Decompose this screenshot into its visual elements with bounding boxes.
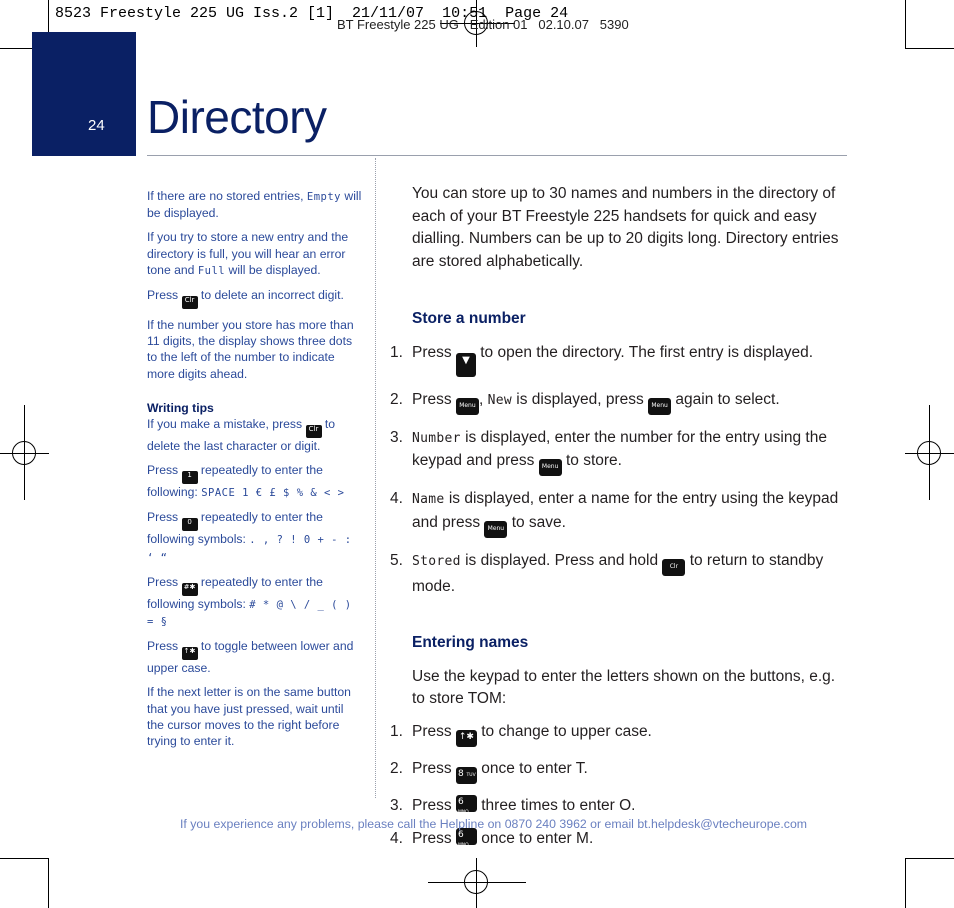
registration-circle	[917, 441, 941, 465]
tip-same-button: If the next letter is on the same button that you have just pressed, wait until the cursor moves to the right before trying to enter it.	[147, 685, 351, 749]
crop-mark	[905, 858, 906, 908]
list-item: 2. Press 8 TUV once to enter T.	[412, 758, 852, 784]
crop-mark	[0, 858, 49, 859]
page-number-tab	[32, 32, 136, 156]
star-key-icon: ↑✱	[456, 730, 477, 747]
symbol-list: . , ? ! 0 + - : ‘ “	[147, 534, 352, 564]
list-item: 1. Press ▼ to open the directory. The first entry is displayed.	[412, 342, 852, 377]
sidebar-notes	[147, 188, 363, 757]
print-slug-secondary: BT Freestyle 225 UG Edition 01 02.10.07 5390	[337, 17, 629, 32]
key-1-icon: 1	[182, 471, 198, 484]
tip-key-0: Press 0 repeatedly to enter the following symbols: . , ? ! 0 + - : ‘ “	[147, 510, 352, 564]
tip-key-star: Press ↑✱ to toggle between lower and upper case.	[147, 639, 354, 676]
list-item: 3. Number is displayed, enter the number for the entry using the keypad and press Menu to store.	[412, 427, 852, 477]
list-item: 1. Press ↑✱ to change to upper case.	[412, 721, 852, 747]
directory-key-icon: ▼	[456, 353, 476, 377]
crop-mark	[905, 858, 954, 859]
entering-names-steps	[390, 721, 852, 851]
list-item: 3. Press 6 MNO three times to enter O.	[390, 796, 636, 815]
helpline-footer: If you experience any problems, please call the Helpline on 0870 240 3962 or email bt.helpdesk@vtecheurope.com	[180, 817, 808, 831]
list-item: 4. Name is displayed, enter a name for the entry using the keypad and press Menu to save.	[412, 488, 852, 538]
entering-intro: Use the keypad to enter the letters shown on the buttons, e.g. to store TOM:	[412, 667, 836, 707]
tip-key-hash: Press #✱ repeatedly to enter the following symbols: # * @ \ / _ ( ) = §	[147, 574, 352, 629]
main-content	[390, 183, 852, 851]
clear-key-icon: Clr	[182, 296, 198, 309]
lcd-text: Stored	[412, 553, 461, 569]
tip-key-1: Press 1 repeatedly to enter the following: SPACE 1 € £ $ % & < >	[147, 463, 345, 500]
intro-paragraph: You can store up to 30 names and numbers in the directory of each of your BT Freestyle 225 handsets for quick and easy dialling. Numbers can be up to 20 digits long. Directory entries are stored alphabetically.	[412, 185, 839, 270]
hash-key-icon: #✱	[182, 583, 198, 596]
symbol-list: # * @ \ / _ ( ) = §	[147, 598, 352, 629]
print-slug: 8523 Freestyle 225 UG Iss.2 [1] 21/11/07 10:51 Page 24	[55, 5, 569, 22]
note-long-number: If the number you store has more than 11 digits, the display shows three dots to the left of the number to indicate more digits ahead.	[147, 318, 354, 381]
note-empty: If there are no stored entries, Empty will be displayed.	[147, 189, 362, 221]
lcd-text: Full	[197, 264, 226, 277]
column-divider	[375, 158, 376, 798]
entering-names-heading: Entering names	[412, 634, 529, 651]
tip-mistake: If you make a mistake, press Clr to delete the last character or digit.	[147, 417, 336, 454]
list-item: 4. Press 6 MNO once to enter M.	[390, 830, 594, 848]
registration-circle	[12, 441, 36, 465]
star-key-icon: ↑✱	[182, 647, 198, 660]
store-number-steps	[390, 342, 852, 599]
crop-mark	[48, 858, 49, 908]
symbol-list: SPACE 1 € £ $ % & < >	[201, 487, 345, 500]
note-delete-digit: Press Clr to delete an incorrect digit.	[147, 287, 363, 309]
menu-key-icon: Menu	[539, 459, 562, 476]
lcd-text: New	[487, 392, 512, 408]
writing-tips-heading: Writing tips	[147, 400, 214, 415]
menu-key-icon: Menu	[484, 521, 507, 538]
crop-mark	[905, 48, 954, 49]
clear-key-icon: Clr	[306, 425, 322, 438]
menu-key-icon: Menu	[648, 398, 671, 415]
lcd-text: Number	[412, 430, 461, 446]
page-title: Directory	[147, 91, 327, 143]
list-item: 2. Press Menu , New is displayed, press Menu again to select.	[412, 389, 852, 415]
key-6-icon: 6 MNO	[456, 795, 477, 812]
lcd-text: Empty	[306, 191, 341, 203]
clear-key-icon: Clr	[662, 559, 685, 576]
header-rule	[147, 155, 847, 156]
lcd-text: Name	[412, 492, 445, 507]
store-number-heading: Store a number	[412, 310, 526, 327]
key-0-icon: 0	[182, 518, 198, 531]
key-8-icon: 8 TUV	[456, 767, 477, 784]
key-6-icon: 6 MNO	[456, 828, 477, 845]
registration-circle	[464, 870, 488, 894]
crop-mark	[905, 0, 906, 49]
page-number: 24	[88, 117, 105, 134]
list-item: 5. Stored is displayed. Press and hold Clr to return to standby mode.	[390, 551, 824, 595]
menu-key-icon: Menu	[456, 398, 479, 415]
note-full: If you try to store a new entry and the directory is full, you will hear an error tone and Full will be displayed.	[147, 230, 349, 277]
